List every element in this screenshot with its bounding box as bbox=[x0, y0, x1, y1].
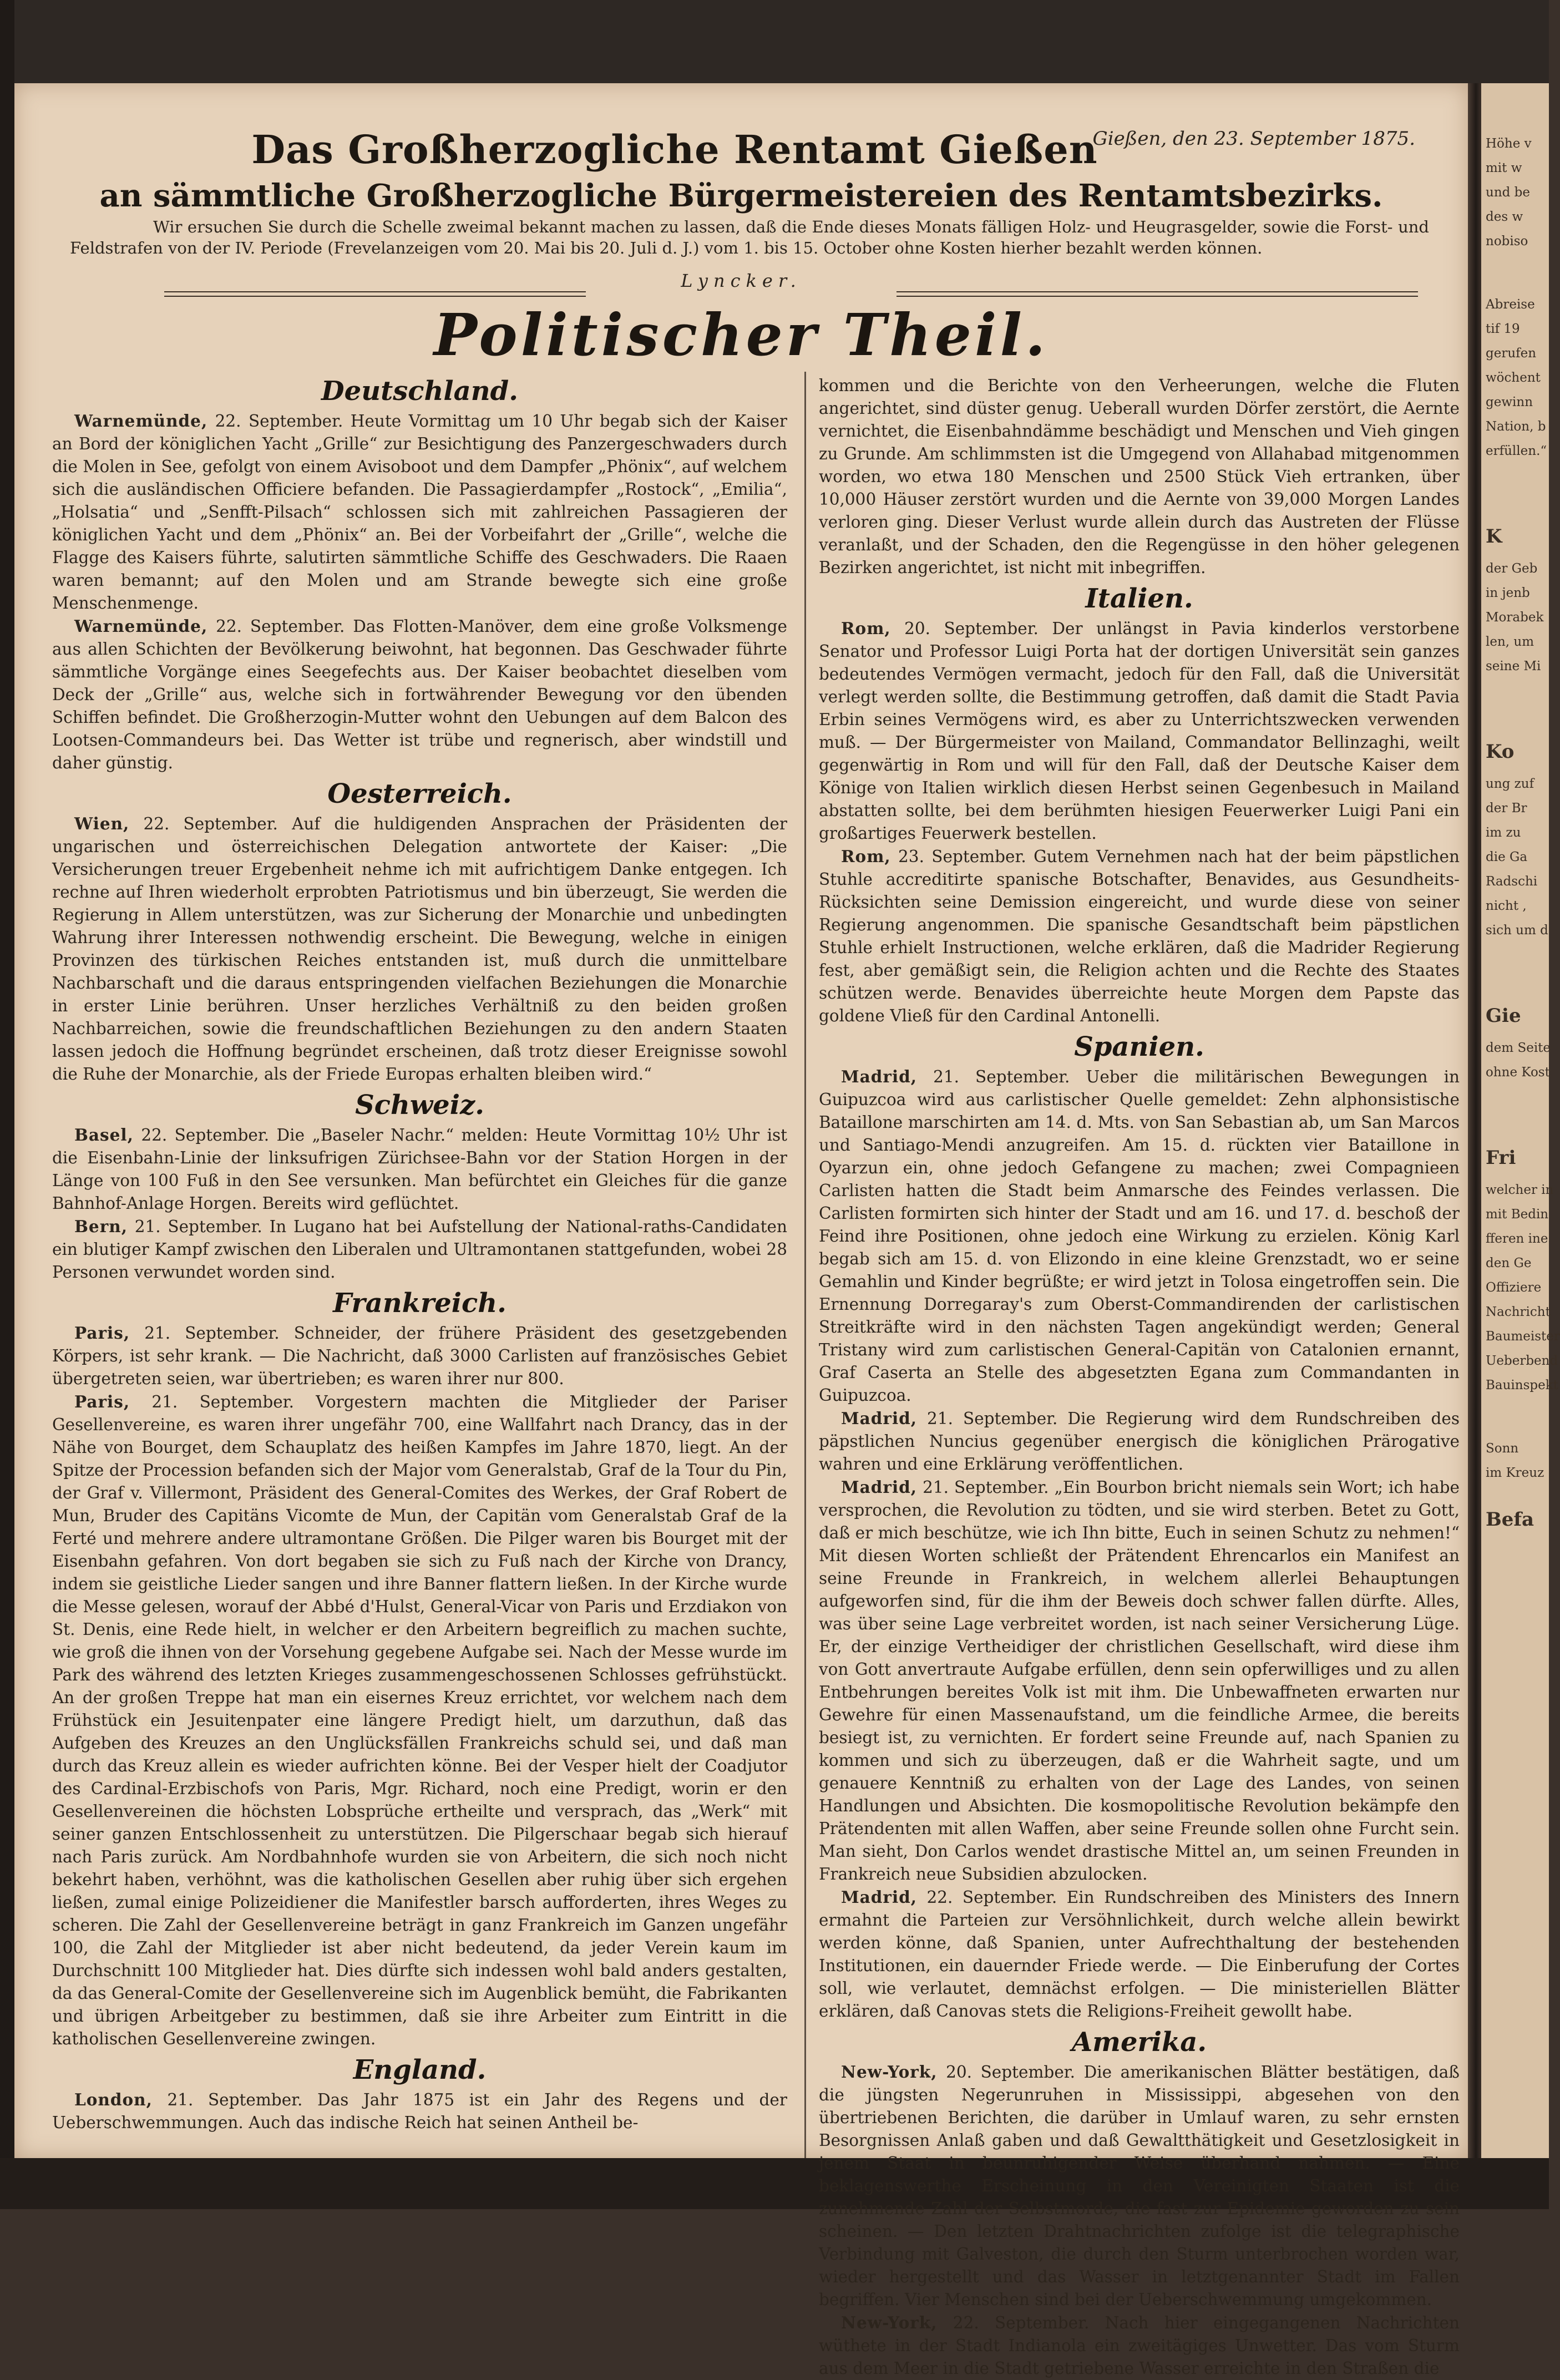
article-text: 22. September. Heute Vormittag um 10 Uhr begab sich der Kaiser an Bord der königlichen Yacht „Grille“ zur Besichtigung des Panzergeschwaders durch die Molen in See, gefolgt von einem Avisoboot und dem Dampfer „Phönix“, auf welchem sich die ausländischen Officiere befanden. Die Passagierdampfer „Rostock“, „Emilia“, „Holsatia“ und „Senfft-Pilsach“ schlossen sich mit zahlreichen Passagieren der königlichen Yacht und dem „Phönix“ an. Bei der Vorbeifahrt der „Grille“, welche die Flagge des Kaisers führte, salutirten sämmtliche Schiffe des Geschwaders. Die Raaen waren bemannt; auf den Molen und am Strande bewegte sich eine große Menschenmenge. bbox=[52, 412, 787, 612]
dateline: Madrid, bbox=[841, 1067, 918, 1086]
article-continuation: kommen und die Berichte von den Verheerungen, welche die Fluten angerichtet, sind düster genug. Ueberall wurden Dörfer zerstört, die Aernte vernichtet, die Eisenbahndämme beschädigt und Menschen und Vieh gingen zu Grunde. Am schlimmsten ist die Umgegend von Allahabad mitgenommen worden, wo etwa 180 Menschen und 2500 Stück Vieh ertranken, über 10,000 Häuser zerstört wurden und die Aernte von 39,000 Morgen Landes verloren ging. Dieser Verlust wurde allein durch das Austreten der Flüsse veranlaßt, und der Schaden, den die Regengüsse in den höher gelegenen Bezirken angerichtet, ist nicht mit inbegriffen. bbox=[819, 376, 1460, 577]
adjacent-page-fragment: ohne Kost bbox=[1486, 1065, 1550, 1080]
adjacent-page-fragment: Gie bbox=[1486, 1005, 1521, 1027]
ornamental-rule-left bbox=[164, 291, 586, 297]
dateline: Madrid, bbox=[841, 1477, 918, 1497]
newspaper-page bbox=[14, 83, 1468, 2378]
adjacent-page-fragment: dem Seite bbox=[1486, 1041, 1551, 1055]
heading-oesterreich: Oesterreich. bbox=[327, 778, 512, 809]
dateline: Warnemünde, bbox=[74, 616, 208, 636]
dateline: Madrid, bbox=[841, 1409, 918, 1428]
ornamental-rule-right bbox=[897, 291, 1418, 297]
adjacent-page-fragment: Morabek bbox=[1486, 610, 1544, 625]
dateline: Rom, bbox=[841, 619, 891, 638]
heading-england: England. bbox=[353, 2054, 487, 2085]
dateline: Bern, bbox=[74, 1217, 128, 1236]
dateline: London, bbox=[74, 2090, 153, 2109]
adjacent-page-fragment: Abreise bbox=[1486, 297, 1535, 312]
adjacent-page-fragment: seine Mi bbox=[1486, 659, 1541, 674]
article-paragraph bbox=[52, 2088, 787, 2134]
scan-background-left bbox=[0, 0, 14, 2209]
article-text: 21. September. „Ein Bourbon bricht niemals sein Wort; ich habe versprochen, die Revolution zu tödten, und sie wird sterben. Betet zu Gott, daß er mich beschütze, wie ich Ihn bitte, Euch in seinen Schutz zu nehmen!“ Mit diesen Worten schließt der Prätendent Ehrencarlos ein Manifest an seine Freunde in Frankreich, in welchem allerlei Behauptungen aufgeworfen sind, für die ihm der Beweis doch schwer fallen dürfte. Alles, was über seine Lage verbreitet worden, ist nach seiner Versicherung Lüge. Er, der einzige Vertheidiger der christlichen Gesellschaft, wird diese ihm von Gott anvertraute Aufgabe erfüllen, denn sein opferwilliges und zu allen Entbehrungen bereites Volk ist mit ihm. Die Unbewaffneten erwarten nur Gewehre für einen Massenaufstand, um die feindliche Armee, die bereits besiegt ist, zu vernichten. Er fordert seine Freunde auf, nach Spanien zu kommen und sich zu überzeugen, daß er die Wahrheit sagte, und um genauere Kenntniß zu erhalten von der Lage des Landes, von seinen Handlungen und Absichten. Die kosmopolitische Revolution bekämpfe den Prätendenten mit allen Waffen, aber seine Freunde sollen ohne Furcht sein. Man sieht, Don Carlos wendet drastische Mittel an, um seinen Freunden in Frankreich neue Subsidien abzulocken. bbox=[819, 1478, 1460, 1883]
adjacent-page-fragment: ung zuf bbox=[1486, 777, 1534, 791]
article-paragraph bbox=[819, 2311, 1460, 2380]
notice-signature: Lyncker. bbox=[681, 270, 802, 291]
article-text: 21. September. In Lugano hat bei Aufstellung der National-raths-Candidaten ein blutiger Kampf zwischen den Liberalen und Ultramontanen stattgefunden, wobei 28 Personen verwundet worden sind. bbox=[52, 1217, 787, 1282]
article-paragraph bbox=[52, 409, 787, 615]
adjacent-page-fragment: im zu bbox=[1486, 826, 1521, 840]
adjacent-page-edge bbox=[1481, 83, 1560, 2158]
article-text: 23. September. Gutem Vernehmen nach hat der beim päpstlichen Stuhle accreditirte spanische Botschafter, Benavides, aus Gesundheits-Rücksichten seine Demission eingereicht, und wurde diese von seiner Regierung angenommen. Die spanische Gesandtschaft beim päpstlichen Stuhle erhielt Instructionen, welche erklären, daß die Madrider Regierung fest, aber gemäßigt sein, die Religion achten und die Rechte des Staates schützen werde. Benavides überreichte heute Morgen dem Papste das goldene Vließ für den Cardinal Antonelli. bbox=[819, 847, 1460, 1025]
adjacent-page-fragment: nobiso bbox=[1486, 234, 1528, 249]
adjacent-page-fragment: in jenb bbox=[1486, 586, 1530, 600]
header-subtitle: an sämmtliche Großherzogliche Bürgermeistereien des Rentamtsbezirks. bbox=[99, 178, 1383, 214]
adjacent-page-fragment: Sonn bbox=[1486, 1441, 1519, 1456]
adjacent-page-fragment: Baumeister bbox=[1486, 1329, 1560, 1344]
adjacent-page-fragment: Nachricht bbox=[1486, 1305, 1551, 1319]
adjacent-page-fragment: die Ga bbox=[1486, 850, 1528, 864]
heading-italien: Italien. bbox=[1085, 583, 1193, 614]
adjacent-page-fragment: den Ge bbox=[1486, 1256, 1532, 1270]
adjacent-page-fragment: Radschi bbox=[1486, 874, 1538, 889]
article-paragraph bbox=[52, 812, 787, 1086]
adjacent-page-fragment: Offiziere bbox=[1486, 1280, 1542, 1295]
adjacent-page-fragment: Ueberbend bbox=[1486, 1354, 1558, 1368]
adjacent-page-fragment: der Br bbox=[1486, 801, 1527, 816]
article-paragraph bbox=[52, 1123, 787, 1215]
article-text: 21. September. Schneider, der frühere Präsident des gesetzgebenden Körpers, ist sehr krank. — Die Nachricht, daß 3000 Carlisten auf französisches Gebiet übergetreten seien, war übertrieben; es waren ihrer nur 800. bbox=[52, 1324, 787, 1388]
adjacent-page-fragment: im Kreuz bbox=[1486, 1466, 1544, 1480]
adjacent-page-fragment: gerufen bbox=[1486, 346, 1537, 361]
adjacent-page-fragment: mit Bedin bbox=[1486, 1207, 1549, 1222]
dateline: Paris, bbox=[74, 1323, 130, 1343]
adjacent-page-fragment: gewinn bbox=[1486, 395, 1533, 409]
dateline: Rom, bbox=[841, 847, 891, 866]
article-paragraph bbox=[819, 845, 1460, 1027]
adjacent-page-fragment: Ko bbox=[1486, 741, 1515, 763]
adjacent-page-fragment: der Geb bbox=[1486, 561, 1538, 576]
header-date: Gießen, den 23. September 1875. bbox=[1092, 128, 1415, 150]
official-notice: Wir ersuchen Sie durch die Schelle zweimal bekannt machen zu lassen, daß die Ende dieses Monats fälligen Holz- und Heugrasgelder, sowie die Forst- und Feldstrafen von der IV. Periode (Frevelanzeigen vom 20. Mai bis 20. Juli d. J.) vom 1. bis 15. October ohne Kosten hierher bezahlt werden können. bbox=[70, 217, 1429, 257]
heading-frankreich: Frankreich. bbox=[333, 1288, 507, 1319]
article-text: 21. September. Das Jahr 1875 ist ein Jahr des Regens und der Ueberschwemmungen. Auch das indische Reich hat seinen Antheil be- bbox=[52, 2090, 787, 2132]
adjacent-page-fragment: welcher in bbox=[1486, 1183, 1554, 1197]
header-title: Das Großherzogliche Rentamt Gießen bbox=[251, 126, 1098, 173]
article-paragraph bbox=[819, 1886, 1460, 2023]
adjacent-page-fragment: erfüllen.“ bbox=[1486, 444, 1547, 458]
dateline: New-York, bbox=[841, 2313, 938, 2332]
dateline: Paris, bbox=[74, 1392, 130, 1411]
adjacent-page-fragment: Fri bbox=[1486, 1147, 1516, 1169]
adjacent-page-fragment: und be bbox=[1486, 185, 1530, 200]
heading-schweiz: Schweiz. bbox=[355, 1090, 484, 1121]
article-paragraph bbox=[819, 1065, 1460, 1407]
article-paragraph bbox=[52, 1321, 787, 1390]
article-paragraph bbox=[819, 1407, 1460, 1476]
adjacent-page-fragment: fferen ine bbox=[1486, 1232, 1548, 1246]
article-text: 22. September. Das Flotten-Manöver, dem eine große Volksmenge aus allen Schichten der Bevölkerung beiwohnt, hat begonnen. Das Geschwader führte sämmtliche Vorgänge eines Seegefechts aus. Der Kaiser beobachtet dieselben vom Deck der „Grille“ aus, welche sich in fortwährender Bewegung vor den übenden Schiffen befindet. Die Großherzogin-Mutter wohnt den Uebungen auf dem Balcon des Lootsen-Commandeurs bei. Das Wetter ist trübe und regnerisch, aber windstill und daher günstig. bbox=[52, 617, 787, 772]
heading-amerika: Amerika. bbox=[1071, 2027, 1207, 2058]
right-column bbox=[819, 374, 1460, 2380]
adjacent-page-fragment: sich um d bbox=[1486, 923, 1548, 938]
column-divider bbox=[804, 372, 806, 2158]
adjacent-page-fragment: tif 19 bbox=[1486, 322, 1520, 336]
article-text: 20. September. Die amerikanischen Blätter bestätigen, daß die jüngsten Negerunruhen in Mississippi, abgesehen von den übertriebenen Berichten, die darüber in Umlauf waren, zu sehr ernsten Besorgnissen Anlaß gaben und daß Gewaltthätigkeit und Gesetzlosigkeit in jenem Staat in beunruhigender Weise überhand nahmen. — Eine beklagenswerthe Erscheinung in den Vereinigten Staaten ist die zunehmende Zahl der Selbstmorde, die fast zur Epidemie geworden zu sein scheinen. — Den letzten Drahtnachrichten zufolge ist die telegraphische Verbindung mit Galveston, die durch den Sturm unterbrochen worden war, wieder hergestellt und das Wasser in letztgenannter Stadt im Fallen begriffen. Vier Menschen sind bei der Ueberschwemmung umgekommen. bbox=[819, 2063, 1460, 2309]
dateline: Madrid, bbox=[841, 1887, 918, 1907]
dateline: Wien, bbox=[74, 814, 130, 833]
article-text: 21. September. Die Regierung wird dem Rundschreiben des päpstlichen Nuncius gegenüber energisch die königlichen Prärogative wahren und eine Erklärung veröffentlichen. bbox=[819, 1409, 1460, 1473]
article-text: 22. September. Nach hier eingegangenen Nachrichten wüthete in der Stadt Indianola ein zweitägiges Unwetter. Das vom Sturm aus dem Meer in die Stadt getriebene Wasser erreichte in den Straßen die bbox=[819, 2313, 1460, 2378]
dateline: Warnemünde, bbox=[74, 411, 208, 431]
adjacent-page-fragment: mit w bbox=[1486, 161, 1522, 175]
article-text: 21. September. Ueber die militärischen Bewegungen in Guipuzcoa wird aus carlistischer Quelle gemeldet: Zehn alphonsistische Bataillone marschirten am 14. d. Mts. von San Sebastian ab, um San Marcos und Santiago-Mendi anzugreifen. Am 15. d. rückten vier Bataillone in Oyarzun ein, ohne jedoch Gefangene zu machen; zwei Compagnieen Carlisten hatten die Stadt beim Anmarsche des Feindes verlassen. Die Carlisten formirten sich hinter der Stadt und am 16. und 17. d. beschoß der Feind ihre Positionen, ohne jedoch eine Wirkung zu erzielen. König Karl begab sich am 15. d. von Elizondo in eine kleine Grenzstadt, wo er seine Gemahlin und Kinder begrüßte; er wird jetzt in Tolosa eingetroffen sein. Die Ernennung Dorregaray's zum Oberst-Commandirenden der carlistischen Streitkräfte wird in den nächsten Tagen angekündigt werden; General Tristany wird zum carlistischen General-Capitän von Catalonien ernannt, Graf Caserta an Stelle des abgesetzten Egana zum Commandanten in Guipuzcoa. bbox=[819, 1067, 1460, 1405]
scan-background-top bbox=[0, 0, 1549, 83]
adjacent-page-fragment: len, um bbox=[1486, 635, 1534, 649]
article-text: 22. September. Auf die huldigenden Ansprachen der Präsidenten der ungarischen und österreichischen Delegation antwortete der Kaiser: „Die Versicherungen treuer Ergebenheit nehme ich mit aufrichtigem Danke entgegen. Ich rechne auf Ihren wiederholt erprobten Patriotismus und bin überzeugt, Sie werden die Regierung in Allem unterstützen, was zur Sicherung der Monarchie und unbedingten Wahrung ihrer Interessen nothwendig erscheint. Die Bewegung, welche in einigen Provinzen des türkischen Reiches entstanden ist, muß durch die unmittelbare Nachbarschaft und die daraus entspringenden vielfachen Beziehungen die Monarchie in erster Linie berühren. Unser herzliches Verhältniß zu den beiden großen Nachbarreichen, sowie die freundschaftlichen Beziehungen zu den andern Staaten lassen jedoch die Hoffnung begründet erscheinen, daß trotz dieser Ereignisse sowohl die Ruhe der Monarchie, als der Friede Europas erhalten bleiben wird.“ bbox=[52, 814, 787, 1083]
section-title: Politischer Theil. bbox=[433, 301, 1049, 369]
adjacent-page-fragment: des w bbox=[1486, 210, 1523, 224]
dateline: Basel, bbox=[74, 1125, 134, 1145]
adjacent-page-fragment: nicht , bbox=[1486, 899, 1527, 913]
article-paragraph bbox=[819, 1476, 1460, 1886]
adjacent-page-fragment: Höhe v bbox=[1486, 136, 1532, 151]
adjacent-page-fragment: K bbox=[1486, 525, 1502, 548]
article-paragraph bbox=[819, 2060, 1460, 2311]
article-text: 21. September. Vorgestern machten die Mitglieder der Pariser Gesellenvereine, es waren ihrer ungefähr 700, eine Wallfahrt nach Drancy, das in der Nähe von Bourget, dem Schauplatz des heißen Kampfes im Jahre 1870, liegt. An der Spitze der Procession befanden sich der Major vom Generalstab, Graf de la Tour du Pin, der Graf v. Villermont, Präsident des General-Comites des Werkes, der Graf Robert de Mun, Bruder des Capitäns Vicomte de Mun, der Capitän vom Generalstab Graf de la Ferté und mehrere andere ultramontane Größen. Die Pilger waren bis Bourget mit der Eisenbahn gefahren. Von dort begaben sie sich zu Fuß nach der Kirche von Drancy, indem sie geistliche Lieder sangen und ihre Banner flattern ließen. In der Kirche wurde die Messe gelesen, worauf der Abbé d'Hulst, General-Vicar von Paris und Erzdiakon von St. Denis, eine Rede hielt, in welcher er den Arbeitern begreiflich zu machen suchte, wie groß die ihnen von der Vorsehung gegebene Aufgabe sei. Nach der Messe wurde im Park des während des letzten Krieges zusammengeschossenen Schlosses gefrühstückt. An der großen Treppe hat man ein eisernes Kreuz errichtet, vor welchem nach dem Frühstück ein Jesuitenpater eine längere Predigt hielt, um darzuthun, daß das Aufgeben des Kreuzes an den Unglücksfällen Frankreichs schuld sei, und daß man durch das Kreuz allein es wieder aufrichten könne. Bei der Vesper hielt der Coadjutor des Cardinal-Erzbischofs von Paris, Mgr. Richard, noch eine Predigt, worin er den Gesellenvereinen die höchsten Lobsprüche ertheilte und versprach, das „Werk“ mit seiner ganzen Entschlossenheit zu unterstützen. Die Pilgerschaar begab sich hierauf nach Paris zurück. Am Nordbahnhofe wurden sie von Arbeitern, die sich noch nicht bekehrt haben, verhöhnt, was die katholischen Gesellen aber ruhig über sich ergehen ließen, zumal einige Polizeidiener die Manifestler barsch aufforderten, ihres Weges zu scheren. Die Zahl der Gesellenvereine beträgt in ganz Frankreich im Ganzen ungefähr 100, die Zahl der Mitglieder ist aber nicht bedeutend, da jeder Verein kaum im Durchschnitt 100 Mitglieder hat. Dies dürfte sich indessen wohl bald anders gestalten, da das General-Comite der Gesellenvereine sich im Augenblick bemüht, die Fabrikanten und übrigen Arbeitgeber zu bestimmen, daß sie ihre Arbeiter zum Eintritt in die katholischen Gesellenvereine zwingen. bbox=[52, 1392, 787, 2048]
book-gutter bbox=[1468, 83, 1481, 2158]
article-paragraph bbox=[52, 615, 787, 774]
article-text: 20. September. Der unlängst in Pavia kinderlos verstorbene Senator und Professor Luigi Porta hat der dortigen Universität sein ganzes bedeutendes Vermögen vermacht, jedoch für den Fall, daß die Universität verlegt werden sollte, die Bestimmung getroffen, daß damit die Stadt Pavia Erbin seines Vermögens wird, es aber zu Unterrichtszwecken verwenden muß. — Der Bürgermeister von Mailand, Commandator Bellinzaghi, weilt gegenwärtig in Rom und will für den Fall, daß der Deutsche Kaiser dem Könige von Italien wirklich diesen Herbst seinen Gegenbesuch in Mailand abstatten sollte, bei dem berühmten hiesigen Feuerwerker Luigi Pani ein großartiges Feuerwerk bestellen. bbox=[819, 619, 1460, 843]
heading-deutschland: Deutschland. bbox=[321, 376, 518, 407]
adjacent-page-fragment: Befa bbox=[1486, 1508, 1534, 1531]
article-paragraph bbox=[52, 1215, 787, 1284]
adjacent-page-fragment: Nation, b bbox=[1486, 419, 1546, 434]
left-column bbox=[52, 372, 787, 2134]
adjacent-page-fragment: Bauinspekt bbox=[1486, 1378, 1558, 1392]
article-text: 22. September. Ein Rundschreiben des Ministers des Innern ermahnt die Parteien zur Versöhnlichkeit, durch welche allein bewirkt werden könne, daß Spanien, unter Aufrechthaltung der bestehenden Institutionen, ein dauernder Friede werde. — Die Einberufung der Cortes soll, wie verlautet, demnächst erfolgen. — Die ministeriellen Blätter erklären, daß Canovas stets die Religions-Freiheit gewollt habe. bbox=[819, 1888, 1460, 2021]
article-text: 22. September. Die „Baseler Nachr.“ melden: Heute Vormittag 10½ Uhr ist die Eisenbahn-Linie der linksufrigen Zürichsee-Bahn vor der Station Horgen in der Länge von 100 Fuß in den See versunken. Man befürchtet ein Gleiches für die ganze Bahnhof-Anlage Horgen. Bereits wird geflüchtet. bbox=[52, 1126, 787, 1213]
article-paragraph bbox=[52, 1390, 787, 2050]
article-paragraph bbox=[819, 617, 1460, 845]
dateline: New-York, bbox=[841, 2062, 938, 2082]
adjacent-page-fragment: wöchent bbox=[1486, 371, 1541, 385]
heading-spanien: Spanien. bbox=[1074, 1031, 1204, 1062]
